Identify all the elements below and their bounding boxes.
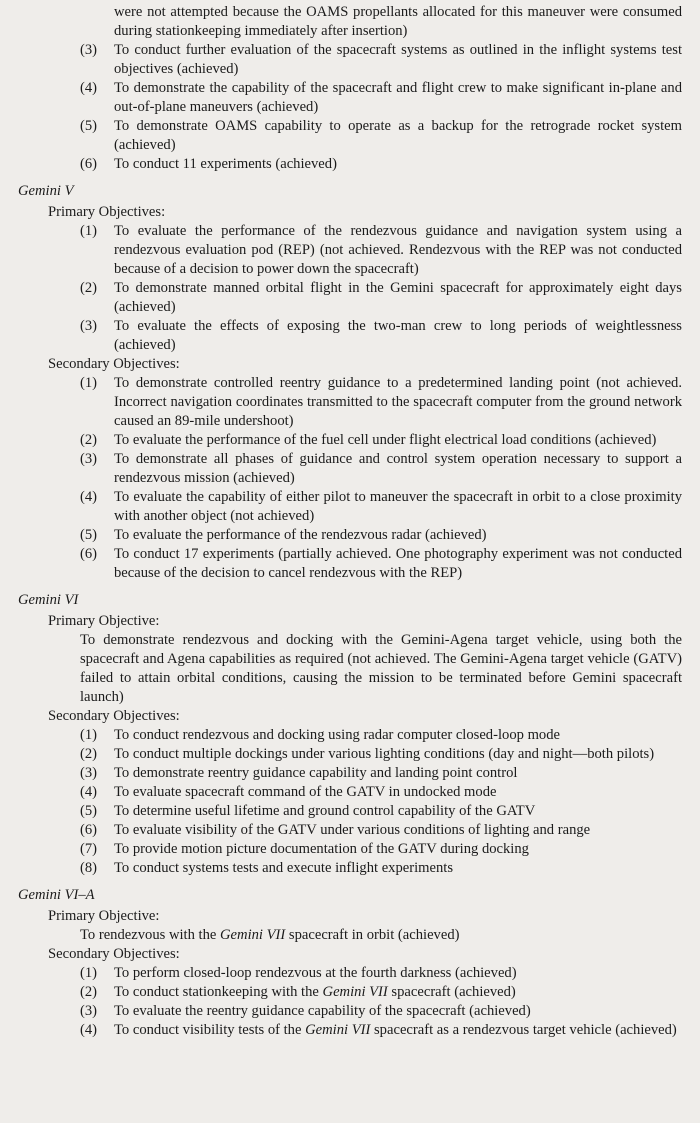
item-text: To conduct 17 experiments (partially achieved. One photography experiment was not conducted because of the decision to cancel rendezvous with the REP) xyxy=(114,546,682,581)
item-text: To evaluate the reentry guidance capability of the spacecraft (achieved) xyxy=(114,1003,531,1019)
secondary-objectives-heading: Secondary Objectives: xyxy=(48,356,180,372)
item-text: To evaluate spacecraft command of the GATV in undocked mode xyxy=(114,784,497,800)
text-segment: spacecraft in orbit (achieved) xyxy=(285,927,460,943)
item-text: To conduct rendezvous and docking using radar computer closed-loop mode xyxy=(114,727,560,743)
item-number: (4) xyxy=(80,489,98,505)
item-number: (3) xyxy=(80,318,98,334)
text-segment: spacecraft as a rendezvous target vehicle (achieved) xyxy=(370,1022,677,1038)
item-text: To evaluate the performance of the rendezvous guidance and navigation system using a rendezvous evaluation pod (REP) (not achieved. Rendezvous with the REP was not conducted because of a decision to power down the spacecraft) xyxy=(114,223,682,277)
item-number: (2) xyxy=(80,280,98,296)
text-segment: To conduct visibility tests of the xyxy=(114,1022,306,1038)
list-item xyxy=(0,450,682,488)
item-number: (3) xyxy=(80,1003,98,1019)
item-number: (2) xyxy=(80,746,98,762)
list-item xyxy=(0,859,682,878)
item-text: To conduct further evaluation of the spacecraft systems as outlined in the inflight systems test objectives (achieved) xyxy=(114,42,682,77)
item-number: (3) xyxy=(80,451,98,467)
spacecraft-name: Gemini VII xyxy=(220,927,286,943)
item-text: To demonstrate controlled reentry guidance to a predetermined landing point (not achieved. Incorrect navigation coordinates transmitted to the spacecraft computer from the ground network caused an 89-mile undershoot) xyxy=(114,375,682,429)
item-number: (5) xyxy=(80,118,98,134)
list-item xyxy=(0,41,682,79)
list-item xyxy=(0,726,682,745)
section-title-gemini-vi: Gemini VI xyxy=(18,592,79,608)
secondary-objectives-heading: Secondary Objectives: xyxy=(48,708,180,724)
text-segment: spacecraft (achieved) xyxy=(387,984,516,1000)
list-item xyxy=(0,526,682,545)
list-item xyxy=(0,964,682,983)
item-text: To demonstrate the capability of the spacecraft and flight crew to make significant in-plane and out-of-plane maneuvers (achieved) xyxy=(114,80,682,115)
item-text: To evaluate visibility of the GATV under various conditions of lighting and range xyxy=(114,822,591,838)
item-number: (6) xyxy=(80,822,98,838)
item-number: (8) xyxy=(80,860,98,876)
section-title-gemini-vi-a: Gemini VI–A xyxy=(18,887,95,903)
item-number: (1) xyxy=(80,375,98,391)
list-item xyxy=(0,155,682,174)
item-number: (4) xyxy=(80,784,98,800)
item-text: To conduct 11 experiments (achieved) xyxy=(114,156,337,172)
item-number: (3) xyxy=(80,765,98,781)
item-text: To demonstrate OAMS capability to operate as a backup for the retrograde rocket system (achieved) xyxy=(114,118,682,153)
item-number: (2) xyxy=(80,432,98,448)
list-item xyxy=(0,1002,682,1021)
item-number: (1) xyxy=(80,727,98,743)
list-item xyxy=(0,1021,682,1040)
list-item xyxy=(0,783,682,802)
item-text: To demonstrate reentry guidance capability and landing point control xyxy=(114,765,518,781)
list-item xyxy=(0,79,682,117)
primary-objectives-heading: Primary Objectives: xyxy=(48,204,166,220)
list-item xyxy=(0,222,682,279)
item-number: (5) xyxy=(80,803,98,819)
item-text: To demonstrate all phases of guidance and control system operation necessary to support a rendezvous mission (achieved) xyxy=(114,451,682,486)
list-item xyxy=(0,821,682,840)
list-item xyxy=(0,374,682,431)
text-segment: To rendezvous with the xyxy=(80,927,221,943)
primary-objective-heading: Primary Objective: xyxy=(48,908,160,924)
item-number: (7) xyxy=(80,841,98,857)
list-item xyxy=(0,431,682,450)
secondary-objectives-heading: Secondary Objectives: xyxy=(48,946,180,962)
item-number: (4) xyxy=(80,80,98,96)
item-number: (6) xyxy=(80,546,98,562)
spacecraft-name: Gemini VII xyxy=(322,984,388,1000)
section-title-gemini-v: Gemini V xyxy=(18,183,74,199)
item-text: To conduct multiple dockings under various lighting conditions (day and night—both pilots) xyxy=(114,746,655,762)
item-text: To evaluate the performance of the rendezvous radar (achieved) xyxy=(114,527,487,543)
spacecraft-name: Gemini VII xyxy=(305,1022,371,1038)
list-item xyxy=(0,764,682,783)
item-text: To conduct systems tests and execute inflight experiments xyxy=(114,860,454,876)
item-number: (3) xyxy=(80,42,98,58)
list-item xyxy=(0,117,682,155)
item-text: To determine useful lifetime and ground control capability of the GATV xyxy=(114,803,536,819)
item-number: (2) xyxy=(80,984,98,1000)
item-text: To demonstrate manned orbital flight in the Gemini spacecraft for approximately eight days (achieved) xyxy=(114,280,682,315)
item-text: To provide motion picture documentation of the GATV during docking xyxy=(114,841,529,857)
primary-objective-text: To demonstrate rendezvous and docking with the Gemini-Agena target vehicle, using both the spacecraft and Agena capabilities as required (not achieved. The Gemini-Agena target vehicle (GATV) failed to attain orbital conditions, causing the mission to be terminated before Gemini spacecraft launch) xyxy=(80,632,682,705)
continuation-text: were not attempted because the OAMS propellants allocated for this maneuver were consumed during stationkeeping immediately after insertion) xyxy=(114,4,682,39)
item-number: (6) xyxy=(80,156,98,172)
primary-objective-text xyxy=(80,926,682,945)
list-item xyxy=(0,745,682,764)
list-item xyxy=(0,840,682,859)
list-item xyxy=(0,545,682,583)
text-segment: To conduct stationkeeping with the xyxy=(114,984,323,1000)
item-number: (1) xyxy=(80,965,98,981)
item-text: To evaluate the capability of either pilot to maneuver the spacecraft in orbit to a close proximity with another object (not achieved) xyxy=(114,489,682,524)
list-item xyxy=(0,317,682,355)
item-text: To perform closed-loop rendezvous at the fourth darkness (achieved) xyxy=(114,965,517,981)
item-text: To evaluate the effects of exposing the two-man crew to long periods of weightlessness (achieved) xyxy=(114,318,682,353)
list-item xyxy=(0,279,682,317)
list-item xyxy=(0,802,682,821)
list-item xyxy=(0,488,682,526)
primary-objective-heading: Primary Objective: xyxy=(48,613,160,629)
item-text: To evaluate the performance of the fuel cell under flight electrical load conditions (achieved) xyxy=(114,432,657,448)
item-number: (4) xyxy=(80,1022,98,1038)
item-number: (5) xyxy=(80,527,98,543)
list-item xyxy=(0,983,682,1002)
item-number: (1) xyxy=(80,223,98,239)
